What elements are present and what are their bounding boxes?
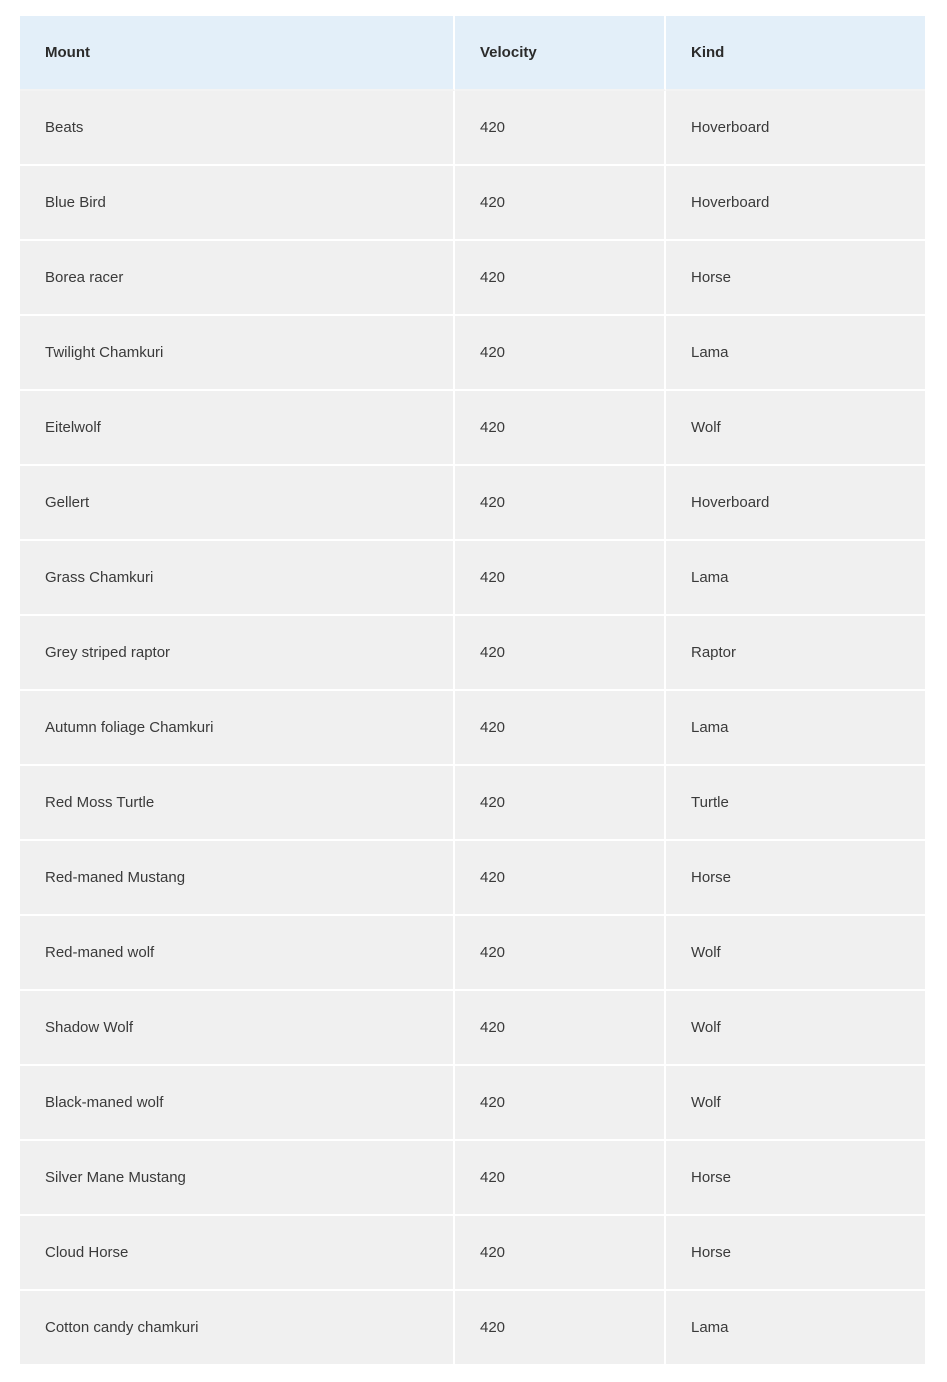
cell-kind: Lama <box>666 541 925 616</box>
cell-mount: Beats <box>20 91 455 166</box>
table-row <box>20 616 925 691</box>
cell-mount: Grass Chamkuri <box>20 541 455 616</box>
cell-velocity: 420 <box>455 1141 666 1216</box>
cell-velocity: 420 <box>455 391 666 466</box>
cell-velocity: 420 <box>455 1066 666 1141</box>
table-row <box>20 91 925 166</box>
cell-kind: Lama <box>666 691 925 766</box>
cell-mount: Cloud Horse <box>20 1216 455 1291</box>
cell-velocity: 420 <box>455 166 666 241</box>
cell-mount: Twilight Chamkuri <box>20 316 455 391</box>
cell-mount: Red Moss Turtle <box>20 766 455 841</box>
cell-velocity: 420 <box>455 766 666 841</box>
cell-mount: Grey striped raptor <box>20 616 455 691</box>
mounts-table-container <box>20 16 925 1364</box>
table-row <box>20 916 925 991</box>
cell-velocity: 420 <box>455 316 666 391</box>
cell-mount: Gellert <box>20 466 455 541</box>
table-row <box>20 466 925 541</box>
cell-velocity: 420 <box>455 991 666 1066</box>
column-header-velocity[interactable]: Velocity <box>455 16 666 91</box>
table-row <box>20 841 925 916</box>
cell-kind: Wolf <box>666 391 925 466</box>
cell-velocity: 420 <box>455 616 666 691</box>
table-body <box>20 91 925 1364</box>
table-row <box>20 316 925 391</box>
cell-mount: Black-maned wolf <box>20 1066 455 1141</box>
cell-kind: Horse <box>666 1141 925 1216</box>
table-row <box>20 1216 925 1291</box>
cell-mount: Shadow Wolf <box>20 991 455 1066</box>
cell-kind: Wolf <box>666 1066 925 1141</box>
column-header-mount[interactable]: Mount <box>20 16 455 91</box>
cell-kind: Lama <box>666 1291 925 1364</box>
cell-velocity: 420 <box>455 916 666 991</box>
table-row <box>20 1066 925 1141</box>
cell-mount: Silver Mane Mustang <box>20 1141 455 1216</box>
cell-velocity: 420 <box>455 91 666 166</box>
cell-mount: Borea racer <box>20 241 455 316</box>
cell-kind: Hoverboard <box>666 91 925 166</box>
cell-kind: Lama <box>666 316 925 391</box>
table-header <box>20 16 925 91</box>
cell-kind: Hoverboard <box>666 466 925 541</box>
table-row <box>20 166 925 241</box>
table-row <box>20 391 925 466</box>
table-row <box>20 991 925 1066</box>
cell-mount: Cotton candy chamkuri <box>20 1291 455 1364</box>
cell-velocity: 420 <box>455 691 666 766</box>
cell-kind: Hoverboard <box>666 166 925 241</box>
table-row <box>20 1291 925 1364</box>
cell-kind: Raptor <box>666 616 925 691</box>
cell-mount: Autumn foliage Chamkuri <box>20 691 455 766</box>
cell-mount: Blue Bird <box>20 166 455 241</box>
cell-mount: Eitelwolf <box>20 391 455 466</box>
cell-kind: Wolf <box>666 991 925 1066</box>
cell-velocity: 420 <box>455 241 666 316</box>
cell-velocity: 420 <box>455 1291 666 1364</box>
table-row <box>20 241 925 316</box>
mounts-table <box>20 16 925 1364</box>
cell-kind: Horse <box>666 241 925 316</box>
cell-velocity: 420 <box>455 466 666 541</box>
table-row <box>20 766 925 841</box>
cell-mount: Red-maned Mustang <box>20 841 455 916</box>
cell-kind: Horse <box>666 1216 925 1291</box>
cell-kind: Turtle <box>666 766 925 841</box>
cell-mount: Red-maned wolf <box>20 916 455 991</box>
header-row <box>20 16 925 91</box>
table-row <box>20 691 925 766</box>
cell-kind: Wolf <box>666 916 925 991</box>
cell-velocity: 420 <box>455 1216 666 1291</box>
table-row <box>20 541 925 616</box>
table-row <box>20 1141 925 1216</box>
cell-velocity: 420 <box>455 541 666 616</box>
cell-velocity: 420 <box>455 841 666 916</box>
column-header-kind[interactable]: Kind <box>666 16 925 91</box>
cell-kind: Horse <box>666 841 925 916</box>
